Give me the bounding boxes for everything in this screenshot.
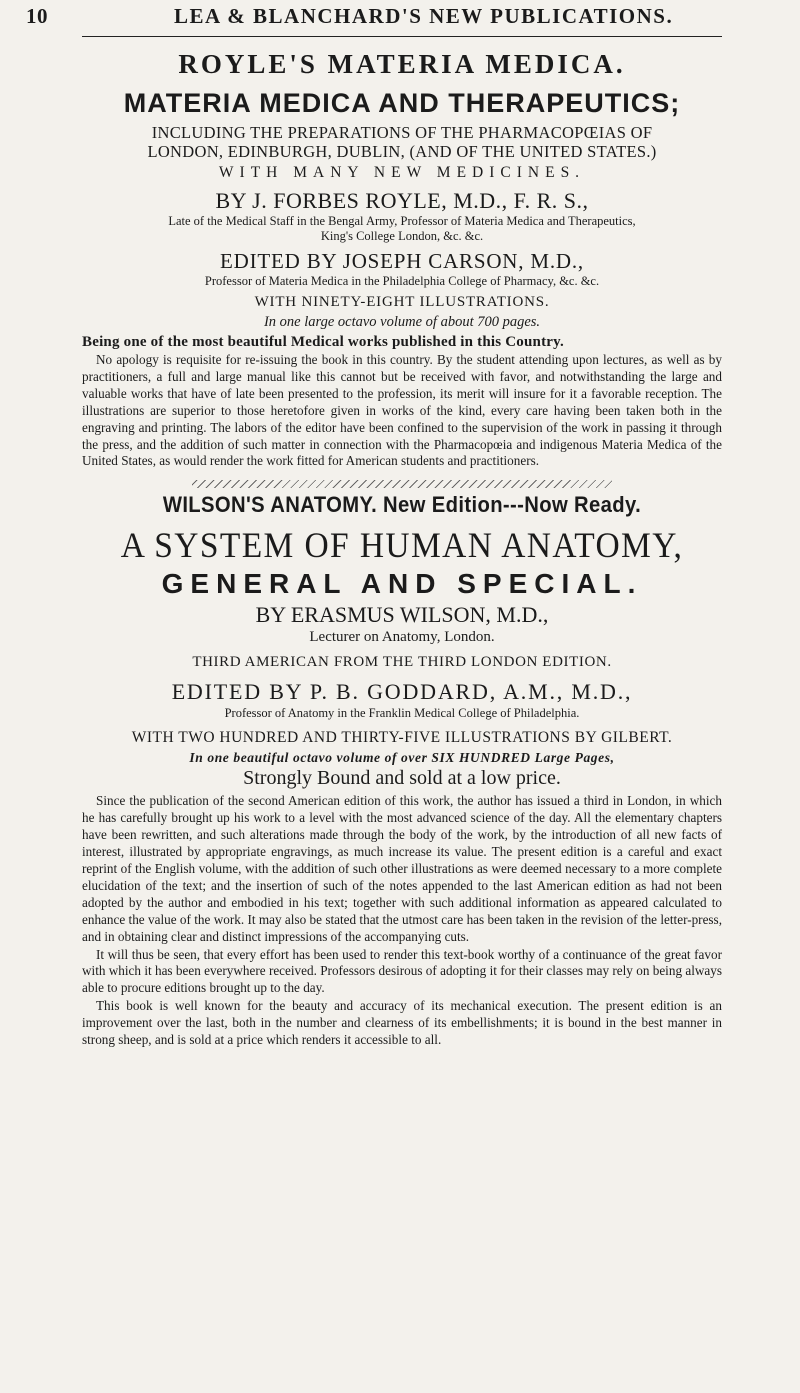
wilson-paragraph-3: This book is well known for the beauty and accuracy of its mechanical execution. The present edition is an improvement over the last, both in the number and clearness of its embellishments; it is bound in the best manner in strong sheep, and is sold at a price which renders it accessible to all. [82, 998, 722, 1048]
royle-tagline: Being one of the most beautiful Medical works published in this Country. [82, 334, 564, 350]
royle-editor-desc: Professor of Materia Medica in the Philadelphia College of Pharmacy, &c. &c. [204, 274, 600, 288]
royle-author-desc-1: Late of the Medical Staff in the Bengal Army, Professor of Materia Medica and Therapeutics, [168, 214, 636, 228]
wilson-banner: WILSON'S ANATOMY. New Edition---Now Ready. [162, 492, 642, 518]
running-head [26, 0, 722, 37]
wilson-paragraph-2: It will thus be seen, that every effort has been used to render this text-book worthy of a continuance of the great favor with which it has been everywhere received. Professors desirous of adopting it for their classes may rely on being always able to procure editions brought up to the day. [82, 946, 722, 996]
royle-subtitle-3: WITH MANY NEW MEDICINES. [218, 164, 586, 181]
wilson-editor-desc: Professor of Anatomy in the Franklin Medical College of Philadelphia. [224, 706, 580, 721]
page-number: 10 [26, 4, 48, 28]
wilson-editor: EDITED BY P. B. GODDARD, A.M., M.D., [171, 679, 633, 705]
royle-heading: ROYLE'S MATERIA MEDICA. [178, 49, 626, 79]
royle-author: BY J. FORBES ROYLE, M.D., F. R. S., [215, 188, 589, 213]
royle-subtitle-2: LONDON, EDINBURGH, DUBLIN, (AND OF THE UNITED STATES.) [147, 142, 657, 161]
royle-illustrations: WITH NINETY-EIGHT ILLUSTRATIONS. [254, 294, 550, 310]
royle-format: In one large octavo volume of about 700 pages. [263, 314, 541, 330]
wilson-illustrations: WITH TWO HUNDRED AND THIRTY-FIVE ILLUSTRATIONS BY GILBERT. [131, 729, 673, 747]
royle-advertisement [82, 49, 722, 470]
wilson-format: In one beautiful octavo volume of over SIX HUNDRED Large Pages, [189, 750, 615, 766]
section-divider [192, 480, 612, 488]
wilson-author-desc: Lecturer on Anatomy, London. [309, 629, 495, 646]
wilson-paragraph-1: Since the publication of the second American edition of this work, the author has issued a third in London, in which he has carefully brought up his work to a level with the most advanced science of the day. All the elementary chapters have been rewritten, and such alterations made through the body of the work, by the introduction of all new facts of interest, illustrated by appropriate engravings, as much increase its value. The present edition is a careful and exact reprint of the English volume, with the addition of such other illustrations as were deemed necessary to a more complete elucidation of the text; and the insertion of such of the notes appended to the last American edition as had not been adopted by the author and embodied in his text; together with such additional information as appeared calculated to enhance the value of the work. It may also be stated that the utmost care has been taken in the revision of the letter-press, and in obtaining clear and distinct impressions of the accompanying cuts. [82, 793, 722, 944]
running-head-title: LEA & BLANCHARD'S NEW PUBLICATIONS. [174, 4, 674, 28]
wilson-title: A SYSTEM OF HUMAN ANATOMY, [120, 525, 684, 566]
royle-description: No apology is requisite for re-issuing the book in this country. By the student attending upon lectures, as well as by practitioners, a full and large manual like this cannot but be received with favor, and notwithstanding the large and valuable works that have of late been presented to the profession, its merit will insure for it a favorable reception. The illustrations are superior to those heretofore given in works of the kind, every care having been taken both in the engraving and printing. The labors of the editor have been confined to the supervision of the work in passing it through the press, and the addition of such matter in connection with the Pharmacopœia and indigenous Materia Medica of the United States, as would render the work fitted for American students and practitioners. [82, 352, 722, 469]
wilson-subtitle: GENERAL AND SPECIAL. [161, 568, 643, 600]
wilson-advertisement [82, 492, 722, 1049]
wilson-binding: Strongly Bound and sold at a low price. [243, 767, 561, 790]
royle-title: MATERIA MEDICA AND THERAPEUTICS; [123, 88, 681, 118]
royle-author-desc-2: King's College London, &c. &c. [320, 229, 484, 243]
royle-subtitle-1: INCLUDING THE PREPARATIONS OF THE PHARMACOPŒIAS OF [151, 123, 653, 142]
royle-editor: EDITED BY JOSEPH CARSON, M.D., [220, 249, 584, 273]
wilson-author: BY ERASMUS WILSON, M.D., [255, 602, 549, 628]
wilson-edition: THIRD AMERICAN FROM THE THIRD LONDON EDITION. [192, 654, 612, 671]
